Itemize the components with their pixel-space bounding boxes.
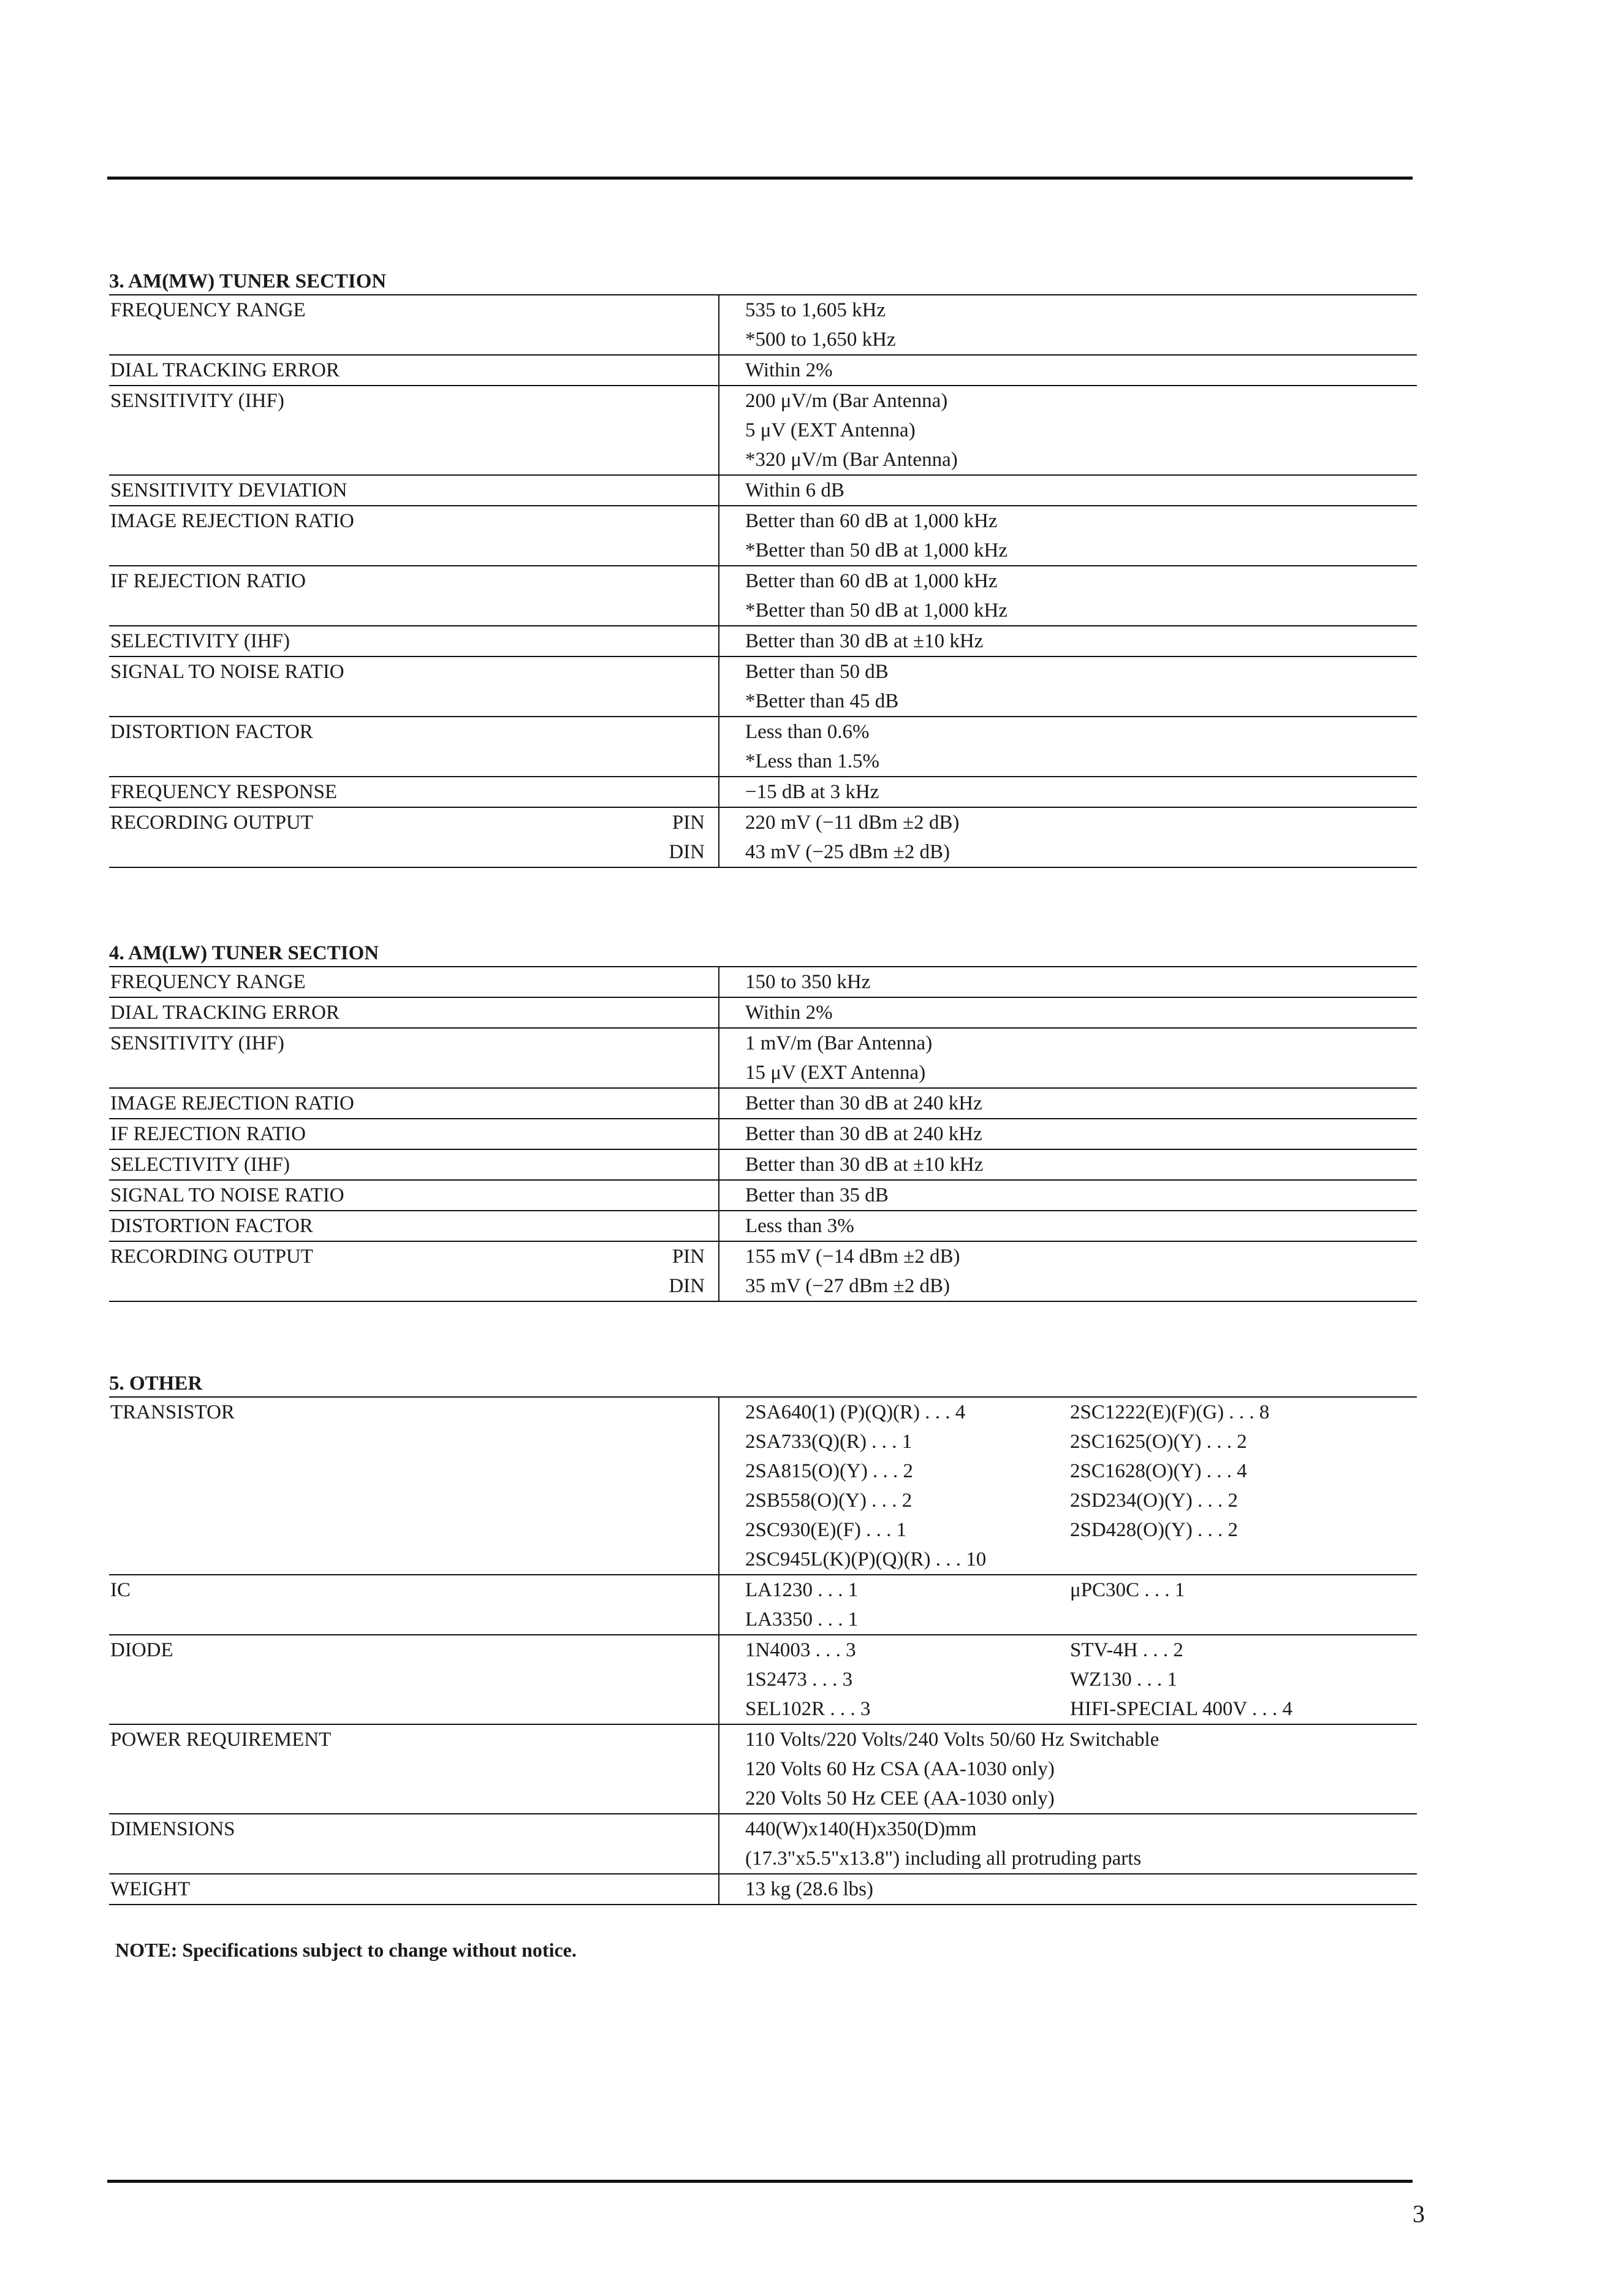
spec-label: SENSITIVITY DEVIATION <box>109 475 594 506</box>
spec-label: FREQUENCY RANGE <box>109 295 594 325</box>
note-text: NOTE: Specifications subject to change without notice. <box>115 1939 577 1961</box>
spec-value: 2SA640(1) (P)(Q)(R) . . . 4 <box>719 1397 1070 1427</box>
spec-line <box>109 747 1417 777</box>
spec-sublabel <box>594 416 719 445</box>
spec-line <box>109 1271 1417 1301</box>
section-title: 5. OTHER <box>109 1372 203 1395</box>
spec-label <box>109 1515 719 1545</box>
spec-label <box>109 1784 594 1814</box>
spec-sublabel: DIN <box>594 1271 719 1301</box>
spec-sublabel <box>594 1058 719 1088</box>
spec-line <box>109 1844 1417 1874</box>
spec-row-group <box>109 657 1417 717</box>
spec-value: 150 to 350 kHz <box>719 967 1417 997</box>
spec-value: μPC30C . . . 1 <box>1070 1575 1417 1605</box>
spec-label <box>109 687 594 717</box>
spec-label <box>109 1058 594 1088</box>
spec-value: *320 μV/m (Bar Antenna) <box>719 445 1417 475</box>
spec-label: RECORDING OUTPUT <box>109 807 594 837</box>
spec-row-group <box>109 777 1417 807</box>
spec-row-group <box>109 967 1417 997</box>
spec-label <box>109 1665 719 1694</box>
spec-label: SELECTIVITY (IHF) <box>109 1149 594 1180</box>
spec-sublabel <box>594 1874 719 1905</box>
spec-line <box>109 777 1417 807</box>
spec-value: Better than 35 dB <box>719 1180 1417 1211</box>
spec-line <box>109 1724 1417 1754</box>
spec-value: *Better than 50 dB at 1,000 kHz <box>719 596 1417 626</box>
spec-label: POWER REQUIREMENT <box>109 1724 594 1754</box>
spec-label: SIGNAL TO NOISE RATIO <box>109 1180 594 1211</box>
spec-row-group <box>109 295 1417 355</box>
spec-sublabel <box>594 1028 719 1058</box>
spec-sublabel <box>594 747 719 777</box>
spec-line <box>109 1605 1417 1635</box>
spec-row-group <box>109 386 1417 475</box>
spec-line <box>109 1456 1417 1486</box>
spec-label: IMAGE REJECTION RATIO <box>109 506 594 536</box>
spec-value: Better than 50 dB <box>719 657 1417 687</box>
section-title: 3. AM(MW) TUNER SECTION <box>109 270 387 292</box>
spec-value: Within 6 dB <box>719 475 1417 506</box>
spec-value: 2SD234(O)(Y) . . . 2 <box>1070 1490 1239 1512</box>
other-spec-table <box>109 1396 1417 1905</box>
section-title: 4. AM(LW) TUNER SECTION <box>109 942 379 964</box>
spec-sublabel <box>594 445 719 475</box>
spec-value: Less than 0.6% <box>719 717 1417 747</box>
spec-value: *Less than 1.5% <box>719 747 1417 777</box>
spec-label <box>109 325 594 355</box>
spec-sublabel <box>594 475 719 506</box>
spec-value: 5 μV (EXT Antenna) <box>719 416 1417 445</box>
spec-value: 200 μV/m (Bar Antenna) <box>719 386 1417 416</box>
spec-value: Better than 30 dB at ±10 kHz <box>719 1149 1417 1180</box>
spec-line <box>109 506 1417 536</box>
spec-line <box>109 1635 1417 1665</box>
spec-label <box>109 1456 719 1486</box>
spec-line <box>109 1754 1417 1784</box>
spec-sublabel: DIN <box>594 837 719 867</box>
spec-sublabel <box>594 687 719 717</box>
spec-sublabel <box>594 536 719 566</box>
spec-value <box>1070 1605 1417 1635</box>
spec-line <box>109 1397 1417 1427</box>
spec-value: Within 2% <box>719 355 1417 386</box>
spec-value: LA1230 . . . 1 <box>719 1575 1070 1605</box>
spec-value: *500 to 1,650 kHz <box>719 325 1417 355</box>
spec-value: SEL102R . . . 3 <box>719 1694 1070 1724</box>
spec-row-group <box>109 1241 1417 1301</box>
spec-label: SENSITIVITY (IHF) <box>109 386 594 416</box>
spec-value: Better than 60 dB at 1,000 kHz <box>719 566 1417 596</box>
spec-label <box>109 1545 719 1575</box>
spec-line <box>109 1874 1417 1905</box>
spec-value: 110 Volts/220 Volts/240 Volts 50/60 Hz Switchable <box>719 1724 1417 1754</box>
spec-label: FREQUENCY RESPONSE <box>109 777 594 807</box>
spec-line <box>109 807 1417 837</box>
spec-row-group <box>109 1028 1417 1088</box>
spec-label <box>109 1694 719 1724</box>
spec-label <box>109 1754 594 1784</box>
spec-sublabel <box>594 1724 719 1754</box>
spec-line <box>109 837 1417 867</box>
spec-sublabel <box>594 717 719 747</box>
spec-label: FREQUENCY RANGE <box>109 967 594 997</box>
spec-line <box>109 295 1417 325</box>
spec-sublabel <box>594 1088 719 1119</box>
spec-line <box>109 717 1417 747</box>
am-mw-tuner-section <box>109 268 1417 868</box>
spec-sublabel <box>594 386 719 416</box>
spec-line <box>109 1028 1417 1058</box>
spec-sublabel <box>594 1211 719 1241</box>
spec-line <box>109 355 1417 386</box>
spec-label <box>109 1605 719 1635</box>
spec-value: 1 mV/m (Bar Antenna) <box>719 1028 1417 1058</box>
spec-line <box>109 626 1417 657</box>
spec-sublabel <box>594 1180 719 1211</box>
spec-sublabel <box>594 967 719 997</box>
spec-row-group <box>109 1211 1417 1241</box>
spec-value: 2SC945L(K)(P)(Q)(R) . . . 10 <box>719 1545 1070 1575</box>
spec-value: STV-4H . . . 2 <box>1070 1635 1417 1665</box>
spec-value: 43 mV (−25 dBm ±2 dB) <box>719 837 1417 867</box>
spec-value: Better than 30 dB at ±10 kHz <box>719 626 1417 657</box>
am-lw-tuner-section <box>109 940 1417 1302</box>
spec-value: 220 mV (−11 dBm ±2 dB) <box>719 807 1417 837</box>
spec-sublabel <box>594 1814 719 1844</box>
spec-row-group <box>109 1635 1417 1724</box>
spec-value <box>1070 1545 1417 1575</box>
spec-row-group <box>109 506 1417 566</box>
spec-value: 535 to 1,605 kHz <box>719 295 1417 325</box>
spec-sublabel <box>594 566 719 596</box>
spec-label <box>109 837 594 867</box>
spec-label: DISTORTION FACTOR <box>109 1211 594 1241</box>
spec-row-group <box>109 1874 1417 1905</box>
spec-value: Better than 30 dB at 240 kHz <box>719 1088 1417 1119</box>
spec-line <box>109 536 1417 566</box>
spec-value: 2SA815(O)(Y) . . . 2 <box>719 1456 1070 1486</box>
spec-value: 155 mV (−14 dBm ±2 dB) <box>719 1241 1417 1271</box>
spec-line <box>109 325 1417 355</box>
spec-row-group <box>109 355 1417 386</box>
spec-line <box>109 1058 1417 1088</box>
spec-sublabel: PIN <box>594 1241 719 1271</box>
spec-row-group <box>109 1724 1417 1814</box>
spec-label: IMAGE REJECTION RATIO <box>109 1088 594 1119</box>
spec-line <box>109 1694 1417 1724</box>
spec-value: 2SC1625(O)(Y) . . . 2 <box>1070 1431 1247 1453</box>
spec-sublabel <box>594 777 719 807</box>
spec-line <box>109 596 1417 626</box>
spec-row-group <box>109 1575 1417 1635</box>
spec-row-group <box>109 475 1417 506</box>
spec-label: DIAL TRACKING ERROR <box>109 355 594 386</box>
spec-label: IF REJECTION RATIO <box>109 566 594 596</box>
spec-row-group <box>109 807 1417 867</box>
spec-value: 220 Volts 50 Hz CEE (AA-1030 only) <box>719 1784 1417 1814</box>
spec-label: DISTORTION FACTOR <box>109 717 594 747</box>
spec-label <box>109 1271 594 1301</box>
spec-line <box>109 657 1417 687</box>
spec-sublabel <box>594 1149 719 1180</box>
spec-value: WZ130 . . . 1 <box>1070 1669 1178 1691</box>
spec-sublabel <box>594 1844 719 1874</box>
spec-line <box>109 475 1417 506</box>
spec-line <box>109 416 1417 445</box>
spec-label: DIAL TRACKING ERROR <box>109 997 594 1028</box>
other-section <box>109 1371 1417 1905</box>
spec-sublabel <box>594 295 719 325</box>
spec-line <box>109 1784 1417 1814</box>
spec-line <box>109 1088 1417 1119</box>
spec-value: Better than 60 dB at 1,000 kHz <box>719 506 1417 536</box>
spec-value: 2SC930(E)(F) . . . 1 <box>719 1515 1070 1545</box>
spec-label: SELECTIVITY (IHF) <box>109 626 594 657</box>
spec-value: Within 2% <box>719 997 1417 1028</box>
spec-label: IF REJECTION RATIO <box>109 1119 594 1149</box>
spec-sublabel <box>594 626 719 657</box>
spec-row-group <box>109 566 1417 626</box>
spec-row-group <box>109 1088 1417 1119</box>
spec-line <box>109 1180 1417 1211</box>
spec-label <box>109 1486 719 1515</box>
spec-label <box>109 1427 719 1456</box>
spec-line <box>109 967 1417 997</box>
spec-value: 120 Volts 60 Hz CSA (AA-1030 only) <box>719 1754 1417 1784</box>
spec-line <box>109 997 1417 1028</box>
spec-sublabel <box>594 997 719 1028</box>
spec-label: SENSITIVITY (IHF) <box>109 1028 594 1058</box>
spec-line <box>109 1241 1417 1271</box>
top-rule <box>107 177 1413 180</box>
spec-label <box>109 416 594 445</box>
spec-sublabel <box>594 596 719 626</box>
spec-line <box>109 1119 1417 1149</box>
spec-line <box>109 1149 1417 1180</box>
spec-label: IC <box>109 1575 719 1605</box>
spec-line <box>109 445 1417 475</box>
spec-label <box>109 1844 594 1874</box>
spec-line <box>109 566 1417 596</box>
spec-row-group <box>109 1814 1417 1874</box>
spec-sublabel <box>594 1754 719 1784</box>
spec-line <box>109 386 1417 416</box>
spec-value: HIFI-SPECIAL 400V . . . 4 <box>1070 1698 1293 1720</box>
spec-value: 2SC1222(E)(F)(G) . . . 8 <box>1070 1397 1417 1427</box>
am-lw-spec-table <box>109 966 1417 1302</box>
spec-value: 1S2473 . . . 3 <box>719 1665 1070 1694</box>
spec-sublabel <box>594 506 719 536</box>
spec-value: 440(W)x140(H)x350(D)mm <box>719 1814 1417 1844</box>
spec-line <box>109 1575 1417 1605</box>
spec-sublabel <box>594 1119 719 1149</box>
spec-label: DIODE <box>109 1635 719 1665</box>
spec-label: DIMENSIONS <box>109 1814 594 1844</box>
spec-line <box>109 1486 1417 1515</box>
page-number: 3 <box>1413 2200 1425 2228</box>
spec-line <box>109 1814 1417 1844</box>
spec-label <box>109 596 594 626</box>
spec-value: Better than 30 dB at 240 kHz <box>719 1119 1417 1149</box>
spec-value: 35 mV (−27 dBm ±2 dB) <box>719 1271 1417 1301</box>
am-mw-spec-table <box>109 294 1417 868</box>
spec-value: 13 kg (28.6 lbs) <box>719 1874 1417 1905</box>
spec-value: 2SC1628(O)(Y) . . . 4 <box>1070 1460 1247 1482</box>
spec-row-group <box>109 1180 1417 1211</box>
spec-label <box>109 747 594 777</box>
spec-row-group <box>109 1119 1417 1149</box>
spec-value: 2SA733(Q)(R) . . . 1 <box>719 1427 1070 1456</box>
spec-label: RECORDING OUTPUT <box>109 1241 594 1271</box>
spec-label: TRANSISTOR <box>109 1397 719 1427</box>
spec-row-group <box>109 717 1417 777</box>
spec-value: 15 μV (EXT Antenna) <box>719 1058 1417 1088</box>
spec-value: (17.3"x5.5"x13.8") including all protruding parts <box>719 1844 1417 1874</box>
spec-value: 2SB558(O)(Y) . . . 2 <box>719 1486 1070 1515</box>
spec-label: WEIGHT <box>109 1874 594 1905</box>
spec-sublabel <box>594 1784 719 1814</box>
spec-label <box>109 445 594 475</box>
spec-value: 1N4003 . . . 3 <box>719 1635 1070 1665</box>
spec-value: −15 dB at 3 kHz <box>719 777 1417 807</box>
bottom-rule <box>107 2180 1413 2183</box>
spec-line <box>109 1545 1417 1575</box>
spec-row-group <box>109 997 1417 1028</box>
spec-row-group <box>109 626 1417 657</box>
spec-value: 2SD428(O)(Y) . . . 2 <box>1070 1519 1239 1541</box>
spec-label <box>109 536 594 566</box>
spec-value: *Better than 50 dB at 1,000 kHz <box>719 536 1417 566</box>
spec-value: *Better than 45 dB <box>719 687 1417 717</box>
spec-line <box>109 1211 1417 1241</box>
spec-line <box>109 1427 1417 1456</box>
spec-sublabel <box>594 657 719 687</box>
spec-sublabel <box>594 325 719 355</box>
spec-value: LA3350 . . . 1 <box>719 1605 1070 1635</box>
spec-line <box>109 1515 1417 1545</box>
spec-sublabel <box>594 355 719 386</box>
spec-label: SIGNAL TO NOISE RATIO <box>109 657 594 687</box>
spec-value: Less than 3% <box>719 1211 1417 1241</box>
spec-sublabel: PIN <box>594 807 719 837</box>
spec-row-group <box>109 1149 1417 1180</box>
spec-line <box>109 1665 1417 1694</box>
spec-line <box>109 687 1417 717</box>
spec-row-group <box>109 1397 1417 1575</box>
